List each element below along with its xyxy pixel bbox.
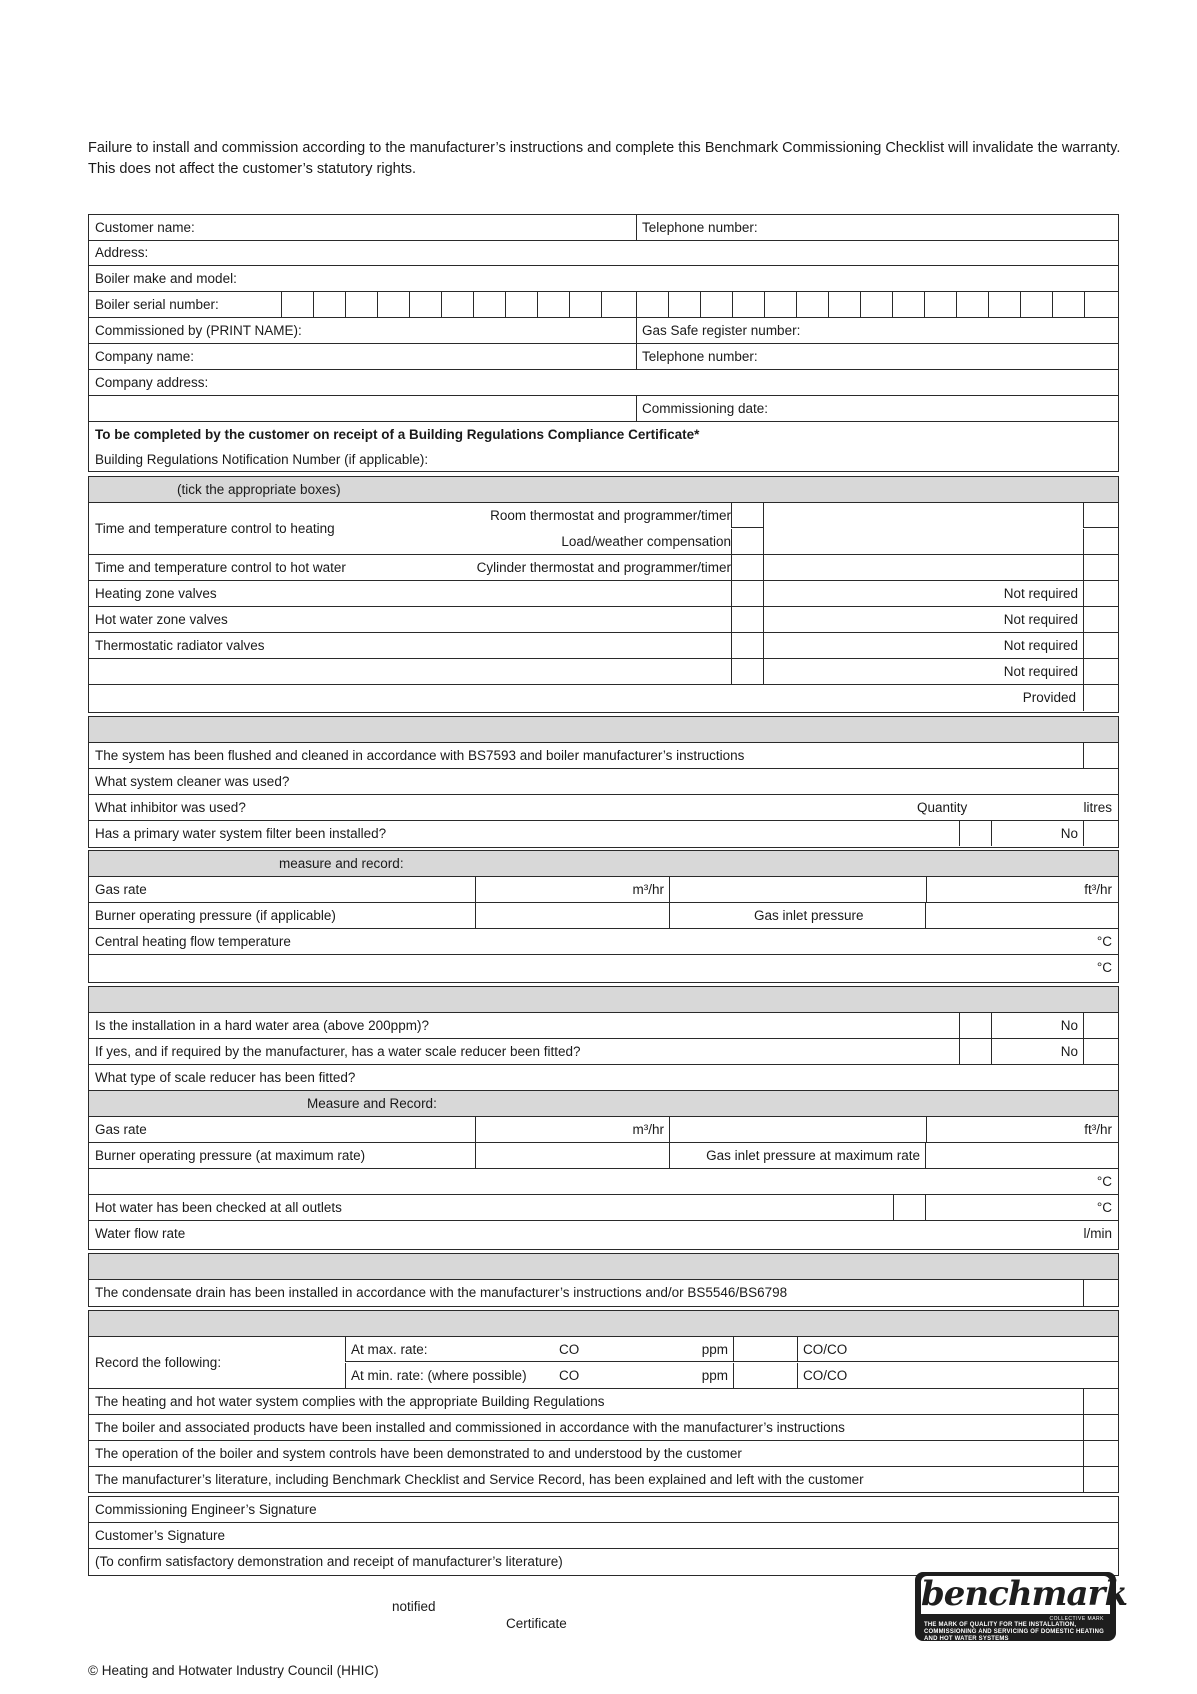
customer-signature-row[interactable] [89,1523,1118,1549]
heating-zone-valves-row [89,581,1118,607]
ppm-label: ppm [701,1368,728,1383]
divider [926,877,927,902]
hw-gas-rate-row [89,1117,1118,1143]
serial-digit-box[interactable] [569,292,602,317]
hw-burner-pressure-row [89,1143,1118,1169]
coco-label: CO/CO [803,1368,848,1383]
no-label: No [1060,1044,1078,1059]
flow-rate-label: Water flow rate [95,1226,186,1241]
serial-digit-box[interactable] [828,292,861,317]
not-required-label: Not required [1003,664,1078,679]
customer-name-row [89,215,1118,241]
inhibitor-label: What inhibitor was used? [95,800,246,815]
deg-c-unit: °C [1096,934,1112,949]
cylinder-thermostat-label: Cylinder thermostat and programmer/timer [476,560,731,575]
serial-digit-box[interactable] [796,292,829,317]
serial-digit-box[interactable] [601,292,637,317]
not-required-label: Not required [1003,586,1078,601]
serial-digit-box[interactable] [441,292,474,317]
heating-controls-row [89,503,1118,555]
hw-gas-rate-m3-field[interactable] [475,1117,670,1142]
trv-not-required-checkbox[interactable] [1083,633,1118,658]
serial-digit-box[interactable] [473,292,506,317]
installed-label: The boiler and associated products have been installed and commissioned in accordance with the manufacturer’s instructions [95,1420,845,1435]
checked-outlets-checkbox[interactable] [893,1195,926,1220]
address-label: Address: [95,245,149,260]
boiler-make-row[interactable] [89,266,1118,292]
commissioned-by-label: Commissioned by (PRINT NAME): [95,323,302,338]
hw-gas-inlet-cell [669,1143,926,1168]
hot-water-zone-not-required-checkbox[interactable] [1083,607,1118,632]
to-be-completed-note: To be completed by the customer on receipt of a Building Regulations Compliance Certificate* [95,427,700,442]
coco-max-field[interactable] [797,1337,1118,1362]
hw-gas-inlet-label: Gas inlet pressure at maximum rate [706,1148,920,1163]
serial-digit-box[interactable] [892,292,925,317]
ch-flow-temp-label: Central heating flow temperature [95,934,291,949]
cylinder-thermostat-checkbox[interactable] [731,555,764,580]
flushing-section [88,716,1119,848]
hot-water-zone-valves-checkbox[interactable] [731,607,764,632]
hard-water-yes-checkbox[interactable] [959,1013,992,1038]
ch-burner-pressure-row [89,903,1118,929]
controls-extra-not-required-checkbox[interactable] [1083,659,1118,684]
hw-burner-pressure-label: Burner operating pressure (at maximum rate) [95,1148,366,1163]
serial-digit-box[interactable] [732,292,765,317]
provided-label: Provided [1022,690,1076,705]
scale-type-row[interactable] [89,1065,1118,1091]
litres-label: litres [1083,800,1112,815]
company-address-row[interactable] [89,370,1118,396]
all-systems-header-row [89,1311,1118,1337]
ppm-label: ppm [701,1342,728,1357]
filter-yes-checkbox[interactable] [959,821,992,846]
serial-digit-box[interactable] [505,292,538,317]
filter-no-cell [991,821,1084,846]
serial-digit-box[interactable] [636,292,669,317]
building-regs-row[interactable] [89,422,1118,471]
hard-water-row [89,1013,1118,1039]
hot-water-zone-valves-row [89,607,1118,633]
demonstrated-row [89,1441,1118,1467]
controls-header-row [89,477,1118,503]
company-name-row [89,344,1118,370]
provided-checkbox[interactable] [1083,685,1118,711]
not-required-label: Not required [1003,638,1078,653]
serial-digit-box[interactable] [313,292,346,317]
serial-digit-box[interactable] [1084,292,1118,317]
company-address-label: Company address: [95,375,209,390]
serial-digit-box[interactable] [988,292,1021,317]
central-heating-section [88,850,1119,983]
commissioning-date-label: Commissioning date: [642,401,769,416]
hard-water-no-cell [991,1013,1084,1038]
no-label: No [1060,1018,1078,1033]
literature-checkbox[interactable] [1083,1467,1118,1492]
controls-extra-not-required-cell [763,659,1084,684]
deg-c-unit: °C [1096,1174,1112,1189]
confirm-label: (To confirm satisfactory demonstration and receipt of manufacturer’s literature) [95,1554,563,1569]
trv-checkbox[interactable] [731,633,764,658]
boiler-make-label: Boiler make and model: [95,271,237,286]
ch-measure-header-row [89,851,1118,877]
demonstrated-label: The operation of the boiler and system controls have been demonstrated to and understood by the customer [95,1446,742,1461]
company-telephone-field[interactable] [636,344,1118,369]
serial-digit-box[interactable] [700,292,733,317]
divider [926,1117,927,1142]
not-required-label: Not required [1003,612,1078,627]
condensate-drain-checkbox[interactable] [1083,1280,1118,1306]
certificate-text: Certificate [506,1616,567,1631]
trv-row [89,633,1118,659]
benchmark-wordmark: benchmark [921,1574,1128,1614]
heating-extra-checkbox[interactable] [1083,503,1118,528]
condensate-drain-label: The condensate drain has been installed in accordance with the manufacturer’s instructions and/or BS5546/BS6798 [95,1285,788,1300]
deg-c-unit: °C [1096,960,1112,975]
benchmark-logo [915,1572,1128,1642]
signatures-section [88,1496,1119,1576]
notification-number-label: Building Regulations Notification Number (if applicable): [95,452,429,467]
flushed-label: The system has been flushed and cleaned in accordance with BS7593 and boiler manufacturer’s instructions [95,748,745,763]
ch-flow-temp-row[interactable] [89,929,1118,955]
serial-digit-box[interactable] [1052,292,1085,317]
heating-notes-field[interactable] [763,503,1084,554]
at-min-label: At min. rate: (where possible) [351,1368,527,1383]
commissioning-date-row [89,396,1118,422]
customer-signature-label: Customer’s Signature [95,1528,226,1543]
boiler-serial-row [89,292,1118,318]
complies-row [89,1389,1118,1415]
heating-controls-label: Time and temperature control to heating [95,521,335,536]
ch-gas-rate-m3-field[interactable] [475,877,670,902]
hard-water-no-checkbox[interactable] [1083,1013,1118,1038]
telephone-field[interactable] [636,215,1118,240]
serial-digit-box[interactable] [537,292,570,317]
condensate-drain-row [89,1280,1118,1306]
demonstrated-checkbox[interactable] [1083,1441,1118,1466]
gas-safe-label: Gas Safe register number: [642,323,801,338]
quantity-label: Quantity [917,800,968,815]
flushed-row [89,743,1118,769]
telephone-label: Telephone number: [642,220,758,235]
scale-reducer-row [89,1039,1118,1065]
at-max-cell [345,1337,734,1362]
engineer-signature-label: Commissioning Engineer’s Signature [95,1502,317,1517]
boiler-serial-label: Boiler serial number: [95,297,219,312]
collective-mark-text: COLLECTIVE MARK [1049,1616,1104,1622]
condensate-section [88,1253,1119,1307]
filter-no-checkbox[interactable] [1083,821,1118,846]
at-max-label: At max. rate: [351,1342,428,1357]
system-cleaner-row[interactable] [89,769,1118,795]
hot-water-notes-field[interactable] [763,555,1084,580]
hot-water-zone-valves-label: Hot water zone valves [95,612,228,627]
serial-digit-box[interactable] [345,292,378,317]
ft3hr-unit: ft³/hr [1084,1122,1112,1137]
ch-gas-rate-ft3-field[interactable] [669,877,1118,902]
ch-measure-label: measure and record: [279,856,404,871]
installed-row [89,1415,1118,1441]
checked-outlets-row [89,1195,1118,1221]
condensate-header-row [89,1254,1118,1280]
hw-gas-rate-label: Gas rate [95,1122,147,1137]
serial-digit-box[interactable] [924,292,957,317]
heating-zone-valves-label: Heating zone valves [95,586,217,601]
hot-water-zone-not-required-cell [763,607,1084,632]
hw-measure-label: Measure and Record: [307,1096,437,1111]
filter-row [89,821,1118,846]
controls-extra-checkbox[interactable] [731,659,764,684]
co-min-field[interactable] [733,1363,798,1388]
room-thermostat-checkbox[interactable] [731,503,764,528]
coco-label: CO/CO [803,1342,848,1357]
record-label: Record the following: [95,1355,222,1370]
load-weather-checkbox[interactable] [731,529,764,554]
commissioned-by-row [89,318,1118,344]
benchmark-tagline: THE MARK OF QUALITY FOR THE INSTALLATION, COMMISSIONING AND SERVICING OF DOMESTIC HEATING AND HOT WATER SYSTEMS [924,1622,1104,1642]
ch-gas-inlet-cell [669,903,926,928]
hard-water-label: Is the installation in a hard water area (above 200ppm)? [95,1018,429,1033]
hw-header-row [89,987,1118,1013]
ch-gas-inlet-label: Gas inlet pressure [754,908,864,923]
customer-name-label: Customer name: [95,220,195,235]
checked-outlets-label: Hot water has been checked at all outlets [95,1200,342,1215]
scale-type-label: What type of scale reducer has been fitted? [95,1070,356,1085]
heating-zone-not-required-checkbox[interactable] [1083,581,1118,606]
trv-label: Thermostatic radiator valves [95,638,265,653]
scale-reducer-no-cell [991,1039,1084,1064]
literature-label: The manufacturer’s literature, including Benchmark Checklist and Service Record, has been explained and left with the customer [95,1472,864,1487]
provided-row [89,685,1118,711]
scale-reducer-label: If yes, and if required by the manufacturer, has a water scale reducer been fitted? [95,1044,581,1059]
complies-label: The heating and hot water system complies with the appropriate Building Regulations [95,1394,605,1409]
flow-rate-row[interactable] [89,1221,1118,1248]
ch-gas-inlet-field[interactable] [925,903,1118,928]
co-label: CO [559,1342,580,1357]
no-label: No [1060,826,1078,841]
hw-temp-row[interactable] [89,1169,1118,1195]
m3hr-unit: m³/hr [632,882,664,897]
hw-measure-header-row [89,1091,1118,1117]
deg-c-unit: °C [1096,1200,1112,1215]
all-systems-section [88,1310,1119,1493]
serial-digit-box[interactable] [668,292,701,317]
filter-label: Has a primary water system filter been installed? [95,826,387,841]
ch-return-temp-row[interactable] [89,955,1118,981]
serial-digit-box[interactable] [956,292,989,317]
lmin-unit: l/min [1083,1226,1112,1241]
ch-gas-rate-row [89,877,1118,903]
m3hr-unit: m³/hr [632,1122,664,1137]
literature-row [89,1467,1118,1492]
system-cleaner-label: What system cleaner was used? [95,774,290,789]
heating-zone-not-required-cell [763,581,1084,606]
hot-water-section [88,986,1119,1250]
at-min-cell [345,1363,734,1388]
heating-extra-checkbox[interactable] [1083,529,1118,554]
room-thermostat-label: Room thermostat and programmer/timer [490,508,731,523]
intro-text: Failure to install and commission according to the manufacturer’s instructions and complete this Benchmark Commissioning Checklist will invalidate the warranty. This does not affect the customer’s statutory rights. [88,140,1121,177]
company-name-label: Company name: [95,349,195,364]
outlet-temp-field[interactable] [925,1195,1118,1220]
company-telephone-label: Telephone number: [642,349,758,364]
ft3hr-unit: ft³/hr [1084,882,1112,897]
engineer-signature-row[interactable] [89,1497,1118,1523]
ch-burner-pressure-field[interactable] [475,903,670,928]
controls-extra-row [89,659,1118,685]
serial-digit-box[interactable] [409,292,442,317]
serial-digit-box[interactable] [377,292,410,317]
coco-min-field[interactable] [797,1363,1118,1388]
commissioning-date-field[interactable] [636,396,1118,421]
address-row[interactable] [89,240,1118,266]
record-row [89,1337,1118,1389]
flushed-checkbox[interactable] [1083,743,1118,768]
hw-gas-inlet-field[interactable] [925,1143,1118,1168]
controls-section [88,476,1119,713]
heating-zone-valves-checkbox[interactable] [731,581,764,606]
inhibitor-row[interactable] [89,795,1118,821]
ch-gas-rate-label: Gas rate [95,882,147,897]
copyright-text: © Heating and Hotwater Industry Council (HHIC) [88,1663,379,1678]
installed-checkbox[interactable] [1083,1415,1118,1440]
hot-water-controls-label: Time and temperature control to hot water [95,560,346,575]
serial-digit-box[interactable] [281,292,314,317]
serial-digit-box[interactable] [1020,292,1053,317]
hot-water-controls-row [89,555,1118,581]
ch-burner-pressure-label: Burner operating pressure (if applicable) [95,908,336,923]
flushing-header-row [89,717,1118,743]
hw-burner-pressure-field[interactable] [475,1143,670,1168]
complies-checkbox[interactable] [1083,1389,1118,1414]
controls-header-label: (tick the appropriate boxes) [177,482,341,497]
gas-safe-field[interactable] [636,318,1118,343]
hot-water-extra-checkbox[interactable] [1083,555,1118,580]
trv-not-required-cell [763,633,1084,658]
hw-gas-rate-ft3-field[interactable] [669,1117,1118,1142]
serial-digit-box[interactable] [860,292,893,317]
notified-text: notified [392,1599,436,1614]
customer-details-section [88,214,1119,472]
serial-digit-box[interactable] [764,292,797,317]
scale-reducer-no-checkbox[interactable] [1083,1039,1118,1064]
co-label: CO [559,1368,580,1383]
co-max-field[interactable] [733,1337,798,1362]
scale-reducer-yes-checkbox[interactable] [959,1039,992,1064]
load-weather-label: Load/weather compensation [561,534,731,549]
